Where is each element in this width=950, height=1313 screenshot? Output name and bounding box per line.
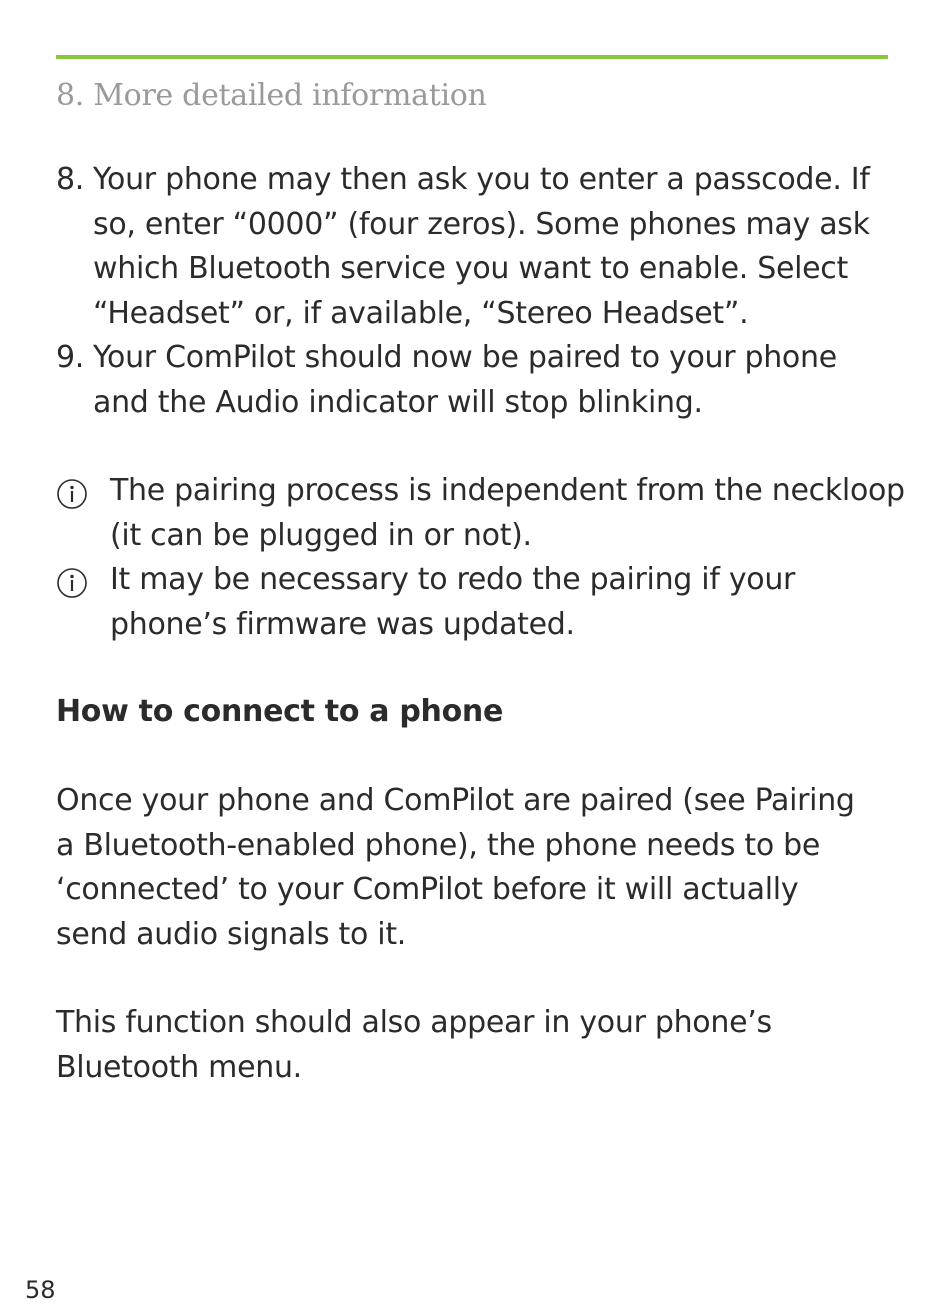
paragraph: Once your phone and ComPilot are paired (see Pairing a Bluetooth-enabled phone), the phone needs to be ‘connected’ to your ComPilot before it will actually send audio signals to it. bbox=[56, 783, 855, 952]
list-item-step-9 bbox=[56, 336, 896, 425]
step-number: 8. bbox=[56, 162, 85, 197]
info-note bbox=[56, 469, 916, 558]
header-rule bbox=[56, 55, 888, 59]
list-item-step-8 bbox=[56, 158, 896, 336]
note-text: The pairing process is independent from the neckloop (it can be plugged in or not). bbox=[110, 473, 905, 553]
section-heading: How to connect to a phone bbox=[56, 694, 504, 729]
info-icon bbox=[56, 469, 110, 558]
note-text: It may be necessary to redo the pairing if your phone’s firmware was updated. bbox=[110, 562, 796, 642]
step-number: 9. bbox=[56, 340, 85, 375]
steps-list bbox=[56, 158, 896, 425]
info-notes bbox=[56, 469, 916, 647]
page-number: 58 bbox=[25, 1276, 56, 1304]
paragraph: This function should also appear in your phone’s Bluetooth menu. bbox=[56, 1005, 772, 1085]
step-text: Your ComPilot should now be paired to your phone and the Audio indicator will stop blinking. bbox=[93, 340, 837, 420]
section-header: 8. More detailed information bbox=[56, 78, 487, 113]
info-icon bbox=[56, 558, 110, 647]
info-note bbox=[56, 558, 916, 647]
step-text: Your phone may then ask you to enter a passcode. If so, enter “0000” (four zeros). Some phones may ask which Bluetooth service you want to enable. Select “Headset” or, if available, “Stereo Headset”. bbox=[93, 162, 870, 331]
